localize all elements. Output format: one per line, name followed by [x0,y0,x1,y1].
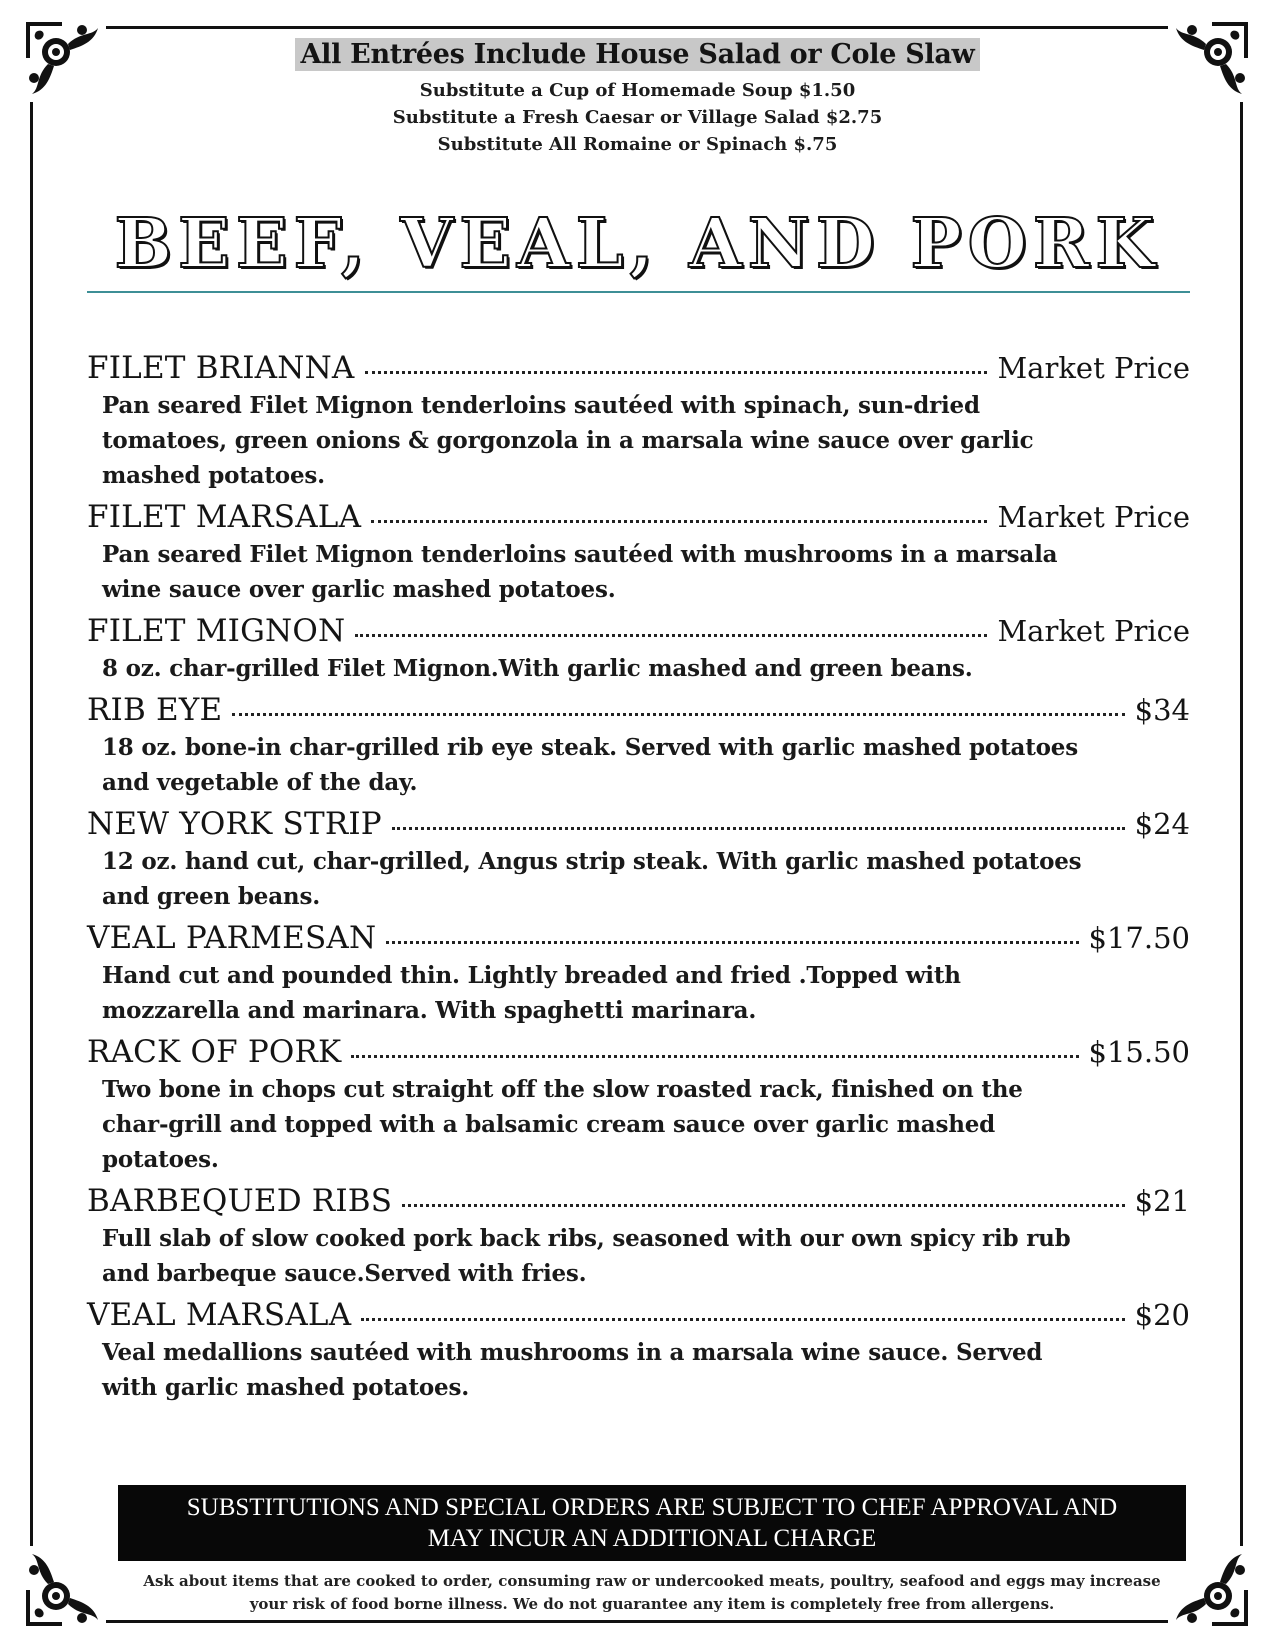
item-description: Full slab of slow cooked pork back ribs, seasoned with our own spicy rib rub and barbeque sauce.Served with fries. [102,1225,1071,1287]
item-price: $21 [1134,1184,1190,1218]
section-divider [87,291,1190,293]
dot-leader [232,713,1124,716]
item-description: Pan seared Filet Mignon tenderloins sautéed with spinach, sun-dried tomatoes, green onions & gorgonzola in a marsala wine sauce over garlic mashed potatoes. [102,392,1034,489]
dot-leader [351,1055,1078,1058]
item-name: BARBEQUED RIBS [87,1183,393,1219]
menu-item [87,613,1190,686]
menu-item [87,1034,1190,1177]
menu-header [0,38,1275,158]
menu-item [87,499,1190,607]
disclaimer-line: Ask about items that are cooked to order, consuming raw or undercooked meats, poultry, seafood and eggs may increase [143,1572,1161,1590]
dot-leader [402,1204,1124,1207]
dot-leader [365,371,988,374]
substitution-line: Substitute a Cup of Homemade Soup $1.50 [419,80,856,101]
menu-list [87,350,1190,1411]
menu-item [87,1183,1190,1291]
item-name: FILET BRIANNA [87,350,355,386]
entree-includes-title: All Entrées Include House Salad or Cole Slaw [295,38,981,71]
item-price: $15.50 [1088,1035,1190,1069]
item-description: Pan seared Filet Mignon tenderloins sautéed with mushrooms in a marsala wine sauce over garlic mashed potatoes. [102,541,1058,603]
item-description: 18 oz. bone-in char-grilled rib eye steak. Served with garlic mashed potatoes and vegetable of the day. [102,734,1078,796]
substitution-notice [118,1485,1186,1561]
item-name: RIB EYE [87,692,223,728]
menu-item [87,1297,1190,1405]
dot-leader [355,634,987,637]
item-price: $20 [1134,1298,1190,1332]
notice-line: MAY INCUR AN ADDITIONAL CHARGE [427,1525,877,1552]
dot-leader [371,520,987,523]
item-price: Market Price [997,614,1190,648]
item-description: 8 oz. char-grilled Filet Mignon.With garlic mashed and green beans. [102,655,973,682]
item-description: Hand cut and pounded thin. Lightly breaded and fried .Topped with mozzarella and marinara. With spaghetti marinara. [102,962,961,1024]
item-name: FILET MIGNON [87,613,346,649]
item-price: $24 [1134,807,1190,841]
substitution-line: Substitute a Fresh Caesar or Village Salad $2.75 [392,107,883,128]
item-price: $17.50 [1088,921,1190,955]
menu-item [87,920,1190,1028]
item-price: $34 [1134,693,1190,727]
menu-item [87,692,1190,800]
section-title: BEEF, VEAL, AND PORK [114,204,1161,284]
item-description: Two bone in chops cut straight off the slow roasted rack, finished on the char-grill and topped with a balsamic cream sauce over garlic mashed potatoes. [102,1076,1023,1173]
substitution-line: Substitute All Romaine or Spinach $.75 [437,134,838,155]
item-description: Veal medallions sautéed with mushrooms in a marsala wine sauce. Served with garlic mashed potatoes. [102,1339,1043,1401]
item-price: Market Price [997,351,1190,385]
item-name: RACK OF PORK [87,1034,342,1070]
dot-leader [386,941,1078,944]
item-price: Market Price [997,500,1190,534]
substitution-list [0,77,1275,158]
item-description: 12 oz. hand cut, char-grilled, Angus strip steak. With garlic mashed potatoes and green beans. [102,848,1082,910]
disclaimer-line: your risk of food borne illness. We do not guarantee any item is completely free from allergens. [249,1595,1055,1613]
item-name: FILET MARSALA [87,499,362,535]
allergen-disclaimer [118,1570,1186,1616]
item-name: NEW YORK STRIP [87,806,382,842]
notice-line: SUBSTITUTIONS AND SPECIAL ORDERS ARE SUBJECT TO CHEF APPROVAL AND [186,1494,1118,1521]
menu-item [87,806,1190,914]
dot-leader [392,827,1125,830]
item-name: VEAL MARSALA [87,1297,352,1333]
item-name: VEAL PARMESAN [87,920,377,956]
dot-leader [361,1318,1124,1321]
floral-corner-icon [22,1546,106,1630]
menu-item [87,350,1190,493]
